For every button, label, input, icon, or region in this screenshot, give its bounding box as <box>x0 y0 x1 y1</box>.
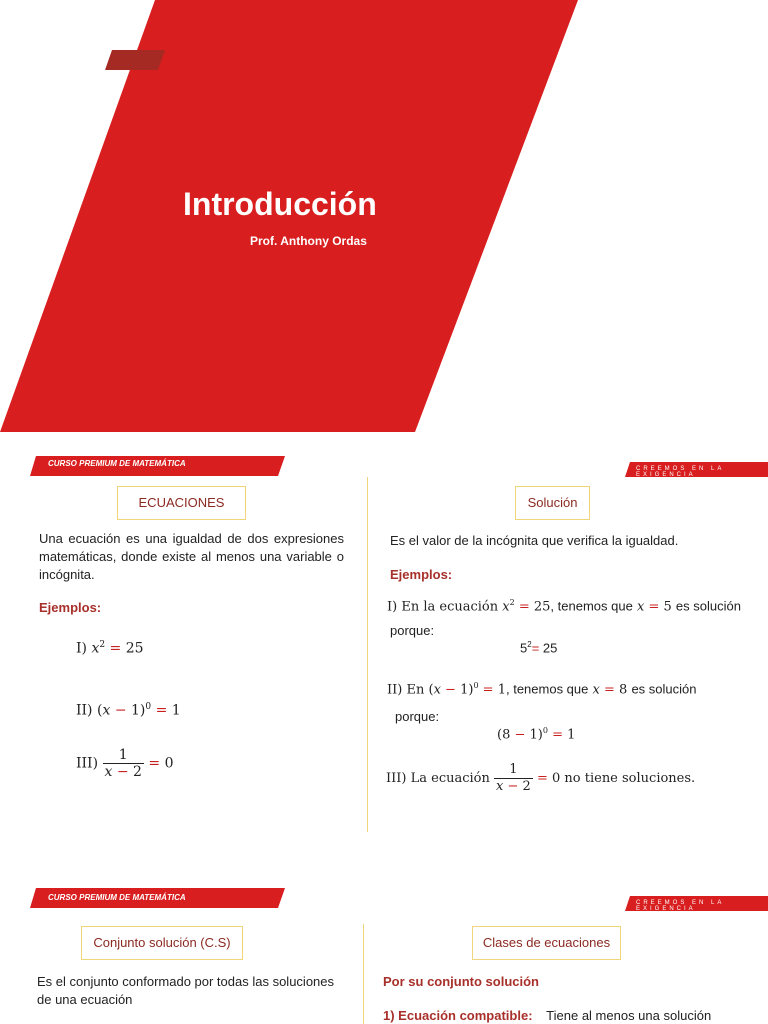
solucion-example-3: III) La ecuación $\frac{1}{x - 2}$ = 0 no tiene soluciones. <box>386 762 696 794</box>
banner-left-text-2: CURSO PREMIUM DE MATEMÁTICA <box>48 893 186 902</box>
solucion-title: Solución <box>527 495 578 510</box>
ecuaciones-box <box>117 486 246 520</box>
sol-ex2-prefix: II) En <box>387 682 425 698</box>
conjunto-definition: Es el conjunto conformado por todas las soluciones de una ecuación <box>37 974 335 1007</box>
sol-ex2-suffix: es solución <box>631 681 697 697</box>
clases-item-1-text: Tiene al menos una solución <box>546 1008 712 1023</box>
ecuaciones-definition: Una ecuación es una igualdad de dos expresiones matemáticas, donde existe al menos una variable o incógnita. <box>39 531 344 582</box>
banner-right-text: CREEMOS EN LA EXIGENCIA <box>636 466 725 478</box>
ecuaciones-slide <box>0 432 768 864</box>
conjunto-title: Conjunto solución (C.S) <box>93 935 231 950</box>
clases-subtitle: Por su conjunto solución <box>383 974 539 989</box>
banner-right-text-2: CREEMOS EN LA EXIGENCIA <box>636 900 725 912</box>
solucion-box <box>515 486 590 520</box>
example-1-left: I) $x^2 = 25$ <box>76 640 144 657</box>
solucion-example-2: II) En $(x - 1)^0 = 1$, tenemos que x = 8 es solución <box>387 681 697 698</box>
ex2-label: II) <box>76 702 93 719</box>
conjunto-box <box>81 926 243 960</box>
sol-ex2-mid: , tenemos que <box>505 681 589 697</box>
sol-ex1-check: $5^2= 25$ <box>520 640 558 656</box>
title-slide <box>0 0 768 432</box>
clases-item-1 <box>383 1008 711 1023</box>
sol-ex3-prefix: III) La ecuación <box>386 771 490 786</box>
column-divider <box>367 477 368 832</box>
solucion-example-1: I) En la ecuación $x^2 = 25$, tenemos que x = 5 es solución <box>387 598 741 615</box>
sol-ex1-because: porque: <box>390 623 435 638</box>
ex3-label: III) <box>76 755 99 772</box>
conjunto-slide <box>0 864 768 1024</box>
ecuaciones-title: ECUACIONES <box>138 495 225 510</box>
solucion-definition: Es el valor de la incógnita que verifica la igualdad. <box>390 533 679 548</box>
sol-ex1-prefix: I) En la ecuación <box>387 599 499 615</box>
example-2-left: II) $(x - 1)^0 = 1$ <box>76 702 181 719</box>
dark-red-tab <box>105 50 165 70</box>
slide-title: Introducción <box>183 186 377 222</box>
sol-ex2-check: $(8 - 1)^0 = 1$ <box>497 726 576 743</box>
ex1-label: I) <box>76 640 87 657</box>
sol-ex3-suffix: no tiene soluciones. <box>564 771 696 786</box>
clases-box <box>472 926 621 960</box>
example-3-left: III) $\frac{1}{x - 2}$ = 0 <box>76 747 174 780</box>
sol-ex1-suffix: es solución <box>675 598 741 614</box>
examples-label-left: Ejemplos: <box>39 600 102 615</box>
column-divider-2 <box>363 924 364 1024</box>
sol-ex1-mid: , tenemos que <box>550 598 633 614</box>
clases-item-1-label: 1) Ecuación compatible: <box>383 1008 533 1023</box>
examples-label-right: Ejemplos: <box>390 567 453 582</box>
title-slide-shapes <box>0 0 768 432</box>
banner-left-text: CURSO PREMIUM DE MATEMÁTICA <box>48 459 186 468</box>
slide-subtitle: Prof. Anthony Ordas <box>250 234 367 248</box>
sol-ex2-because: porque: <box>395 709 440 724</box>
clases-title: Clases de ecuaciones <box>482 935 611 950</box>
